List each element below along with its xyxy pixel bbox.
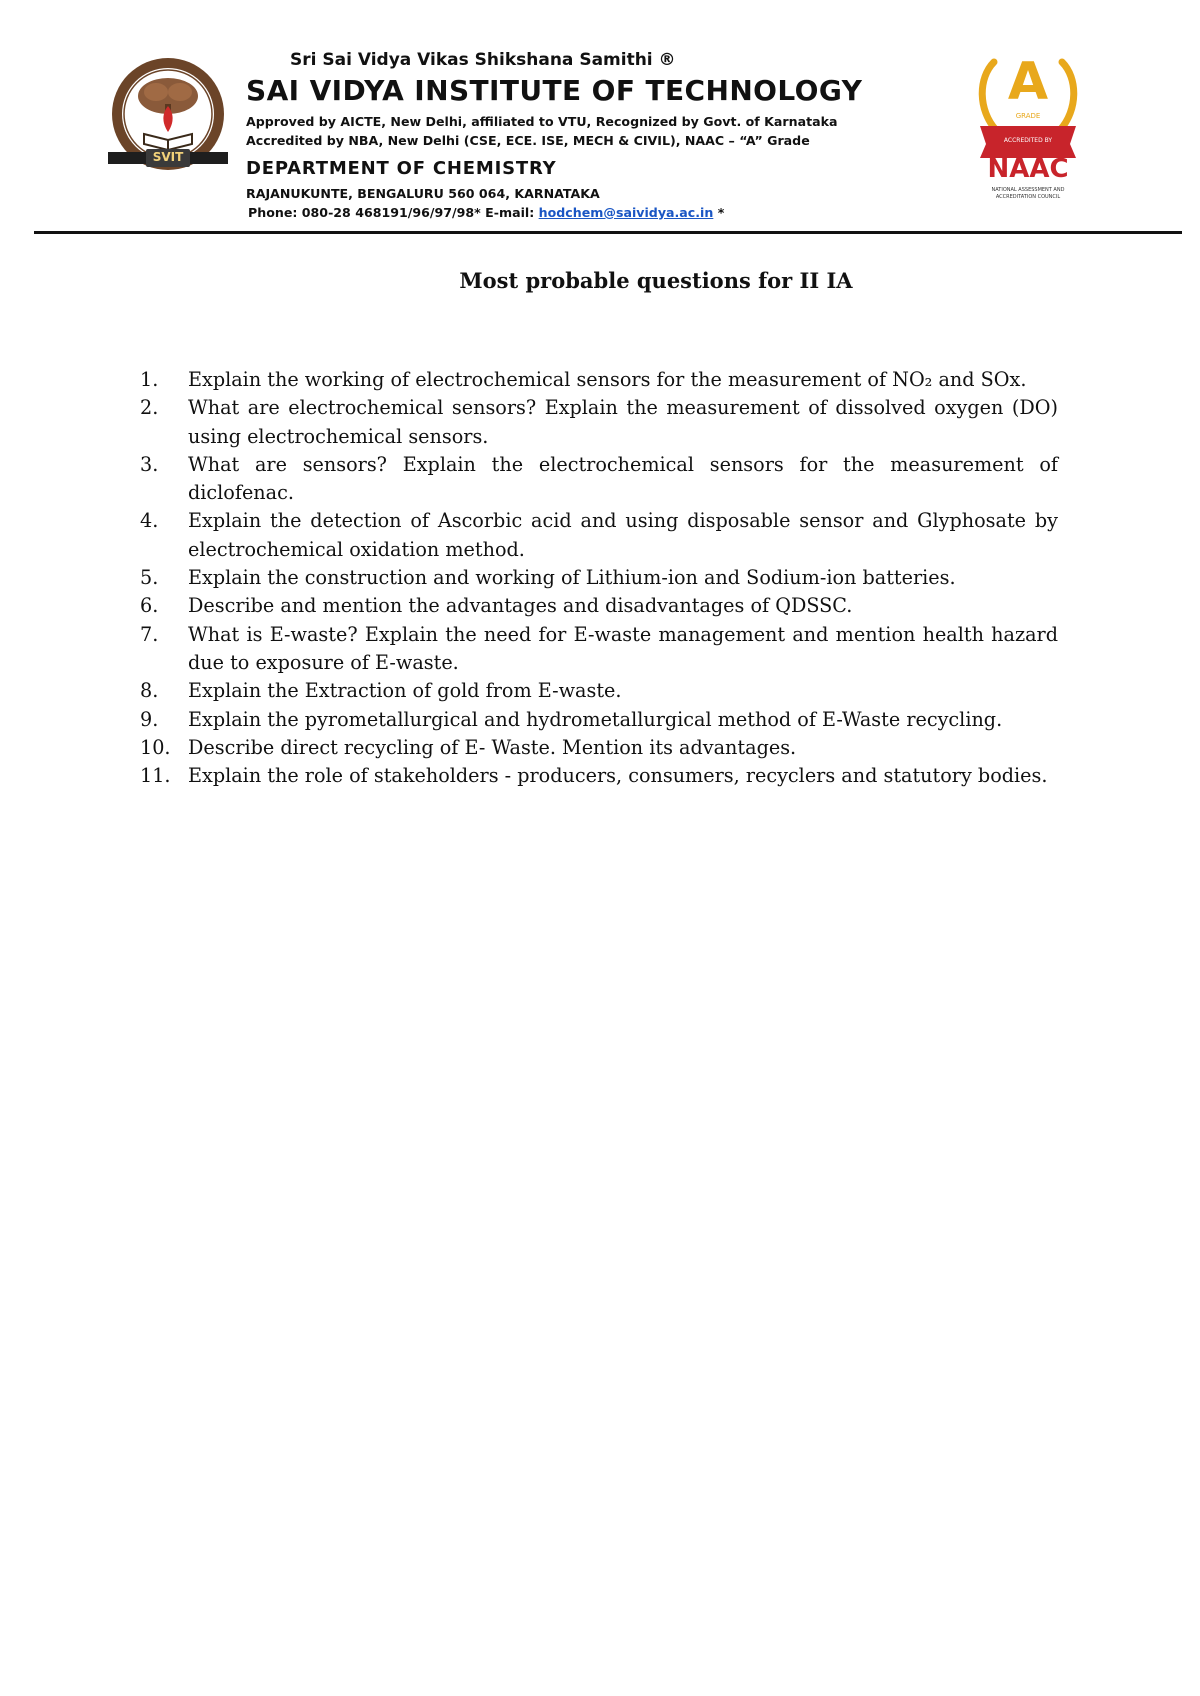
question-item <box>140 734 1058 762</box>
question-text: Explain the Extraction of gold from E-waste. <box>188 679 622 703</box>
contact-line <box>248 205 724 220</box>
question-number: 4. <box>140 509 159 533</box>
naac-org-name: NAAC <box>987 154 1069 184</box>
institute-logo <box>108 56 228 176</box>
naac-grade-caption: GRADE <box>1015 112 1041 120</box>
question-text: What are electrochemical sensors? Explain the measurement of dissolved oxygen (DO) using electrochemical sensors. <box>188 396 1058 448</box>
naac-fullname-2: ACCREDITATION COUNCIL <box>995 194 1061 200</box>
email-link[interactable]: hodchem@saividya.ac.in <box>538 205 714 220</box>
question-text: What are sensors? Explain the electrochemical sensors for the measurement of diclofenac. <box>188 452 1058 505</box>
question-item <box>140 592 1058 620</box>
naac-grade-letter: A <box>1007 52 1049 112</box>
question-number: 2. <box>140 396 159 420</box>
institute-name: SAI VIDYA INSTITUTE OF TECHNOLOGY <box>246 74 863 107</box>
samithi-name: Sri Sai Vidya Vikas Shikshana Samithi ® <box>290 50 676 70</box>
institute-logo-text: SVIT <box>152 150 184 164</box>
question-text: Describe direct recycling of E- Waste. Mention its advantages. <box>188 735 797 759</box>
question-number: 11. <box>140 764 171 788</box>
phone-text: Phone: 080-28 468191/96/97/98* E-mail: <box>248 205 535 220</box>
phone-suffix: * <box>717 205 725 220</box>
question-item <box>140 451 1058 508</box>
question-text: Explain the role of stakeholders - producers, consumers, recyclers and statutory bodies. <box>188 764 1048 788</box>
question-item <box>140 366 1058 394</box>
question-text: Describe and mention the advantages and disadvantages of QDSSC. <box>188 594 853 618</box>
question-item <box>140 507 1058 564</box>
question-item <box>140 394 1058 451</box>
question-item <box>140 762 1058 790</box>
question-number: 6. <box>140 594 159 618</box>
question-number: 9. <box>140 707 159 731</box>
question-number: 1. <box>140 368 159 391</box>
question-number: 10. <box>140 735 171 759</box>
question-text: Explain the pyrometallurgical and hydrometallurgical method of E-Waste recycling. <box>188 707 1003 731</box>
question-text: Explain the construction and working of Lithium-ion and Sodium-ion batteries. <box>188 566 956 590</box>
question-text: What is E-waste? Explain the need for E-waste management and mention health hazard due to exposure of E-waste. <box>188 622 1058 674</box>
question-item <box>140 621 1058 678</box>
question-item <box>140 677 1058 705</box>
question-text: Explain the working of electrochemical sensors for the measurement of NO₂ and SOx. <box>188 368 1027 391</box>
naac-logo <box>972 48 1084 204</box>
document-title: Most probable questions for II IA <box>459 268 853 293</box>
question-item <box>140 564 1058 592</box>
question-number: 8. <box>140 679 159 703</box>
question-text: Explain the detection of Ascorbic acid and using disposable sensor and Glyphosate by electrochemical oxidation method. <box>188 509 1058 561</box>
header-divider <box>34 231 1182 234</box>
question-list <box>140 366 1058 790</box>
department-name: DEPARTMENT OF CHEMISTRY <box>246 158 557 179</box>
question-item <box>140 706 1058 734</box>
question-number: 3. <box>140 452 159 476</box>
naac-fullname-1: NATIONAL ASSESSMENT AND <box>991 187 1065 193</box>
address-line: RAJANUKUNTE, BENGALURU 560 064, KARNATAKA <box>246 186 600 201</box>
approval-line: Approved by AICTE, New Delhi, affiliated to VTU, Recognized by Govt. of Karnataka <box>246 114 838 129</box>
question-number: 7. <box>140 622 159 646</box>
naac-ribbon-text: ACCREDITED BY <box>1003 137 1053 144</box>
question-number: 5. <box>140 566 159 590</box>
accreditation-line: Accredited by NBA, New Delhi (CSE, ECE. ISE, MECH & CIVIL), NAAC – “A” Grade <box>246 133 810 148</box>
